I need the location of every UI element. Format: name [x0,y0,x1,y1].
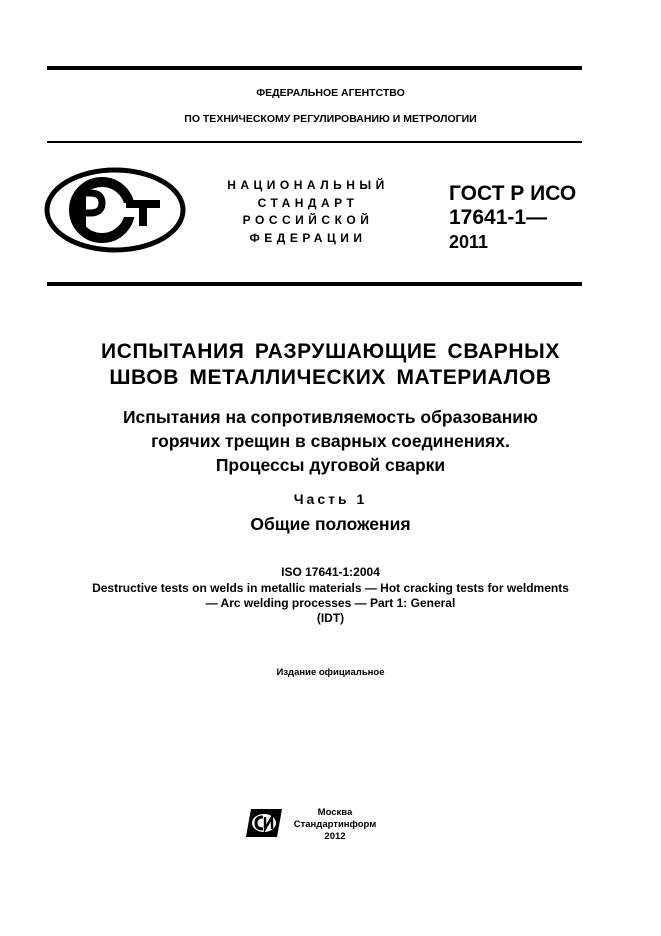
part-number: Часть 1 [293,491,368,507]
part-title: Общие положения [250,514,411,534]
iso-reference: ISO 17641-1:2004 [281,565,380,579]
subtitle-line-3: Процессы дуговой сварки [215,455,446,475]
national-standard-line-2: СТАНДАРТ [257,196,359,210]
top-rule [47,66,582,70]
subtitle-line-2: горячих трещин в сварных соединениях. [151,431,510,451]
gost-designation [449,182,576,254]
agency-line-2: ПО ТЕХНИЧЕСКОМУ РЕГУЛИРОВАНИЮ И МЕТРОЛОГИИ [184,113,477,125]
gost-designation-line-3: 2011 [449,232,489,252]
publisher-city: Москва [317,807,353,818]
gost-designation-line-1: ГОСТ Р ИСО [449,182,577,205]
official-edition: Издание официальное [276,667,385,678]
main-title-line-2: ШВОВ МЕТАЛЛИЧЕСКИХ МАТЕРИАЛОВ [109,366,552,389]
main-title-line-1: ИСПЫТАНИЯ РАЗРУШАЮЩИЕ СВАРНЫХ [101,340,560,363]
national-standard-line-1: НАЦИОНАЛЬНЫЙ [227,178,389,192]
iso-english-title-line-2: — Arc welding processes — Part 1: General [205,596,456,610]
national-standard-line-3: РОССИЙСКОЙ [242,213,374,227]
standartinform-logo [245,808,283,838]
publisher-year: 2012 [324,831,346,842]
subtitle-line-1: Испытания на сопротивляемость образованию [122,407,539,427]
header-rule [47,141,582,143]
pct-certification-logo [44,167,186,253]
gost-designation-line-2: 17641-1— [449,206,548,229]
standard-rule [47,282,582,286]
publisher-name: Стандартинформ [293,819,377,830]
iso-english-title-line-1: Destructive tests on welds in metallic materials — Hot cracking tests for weldments [92,581,569,595]
iso-equivalence: (IDT) [316,611,345,625]
agency-line-1: ФЕДЕРАЛЬНОЕ АГЕНТСТВО [256,87,405,99]
national-standard-line-4: ФЕДЕРАЦИИ [249,231,367,245]
